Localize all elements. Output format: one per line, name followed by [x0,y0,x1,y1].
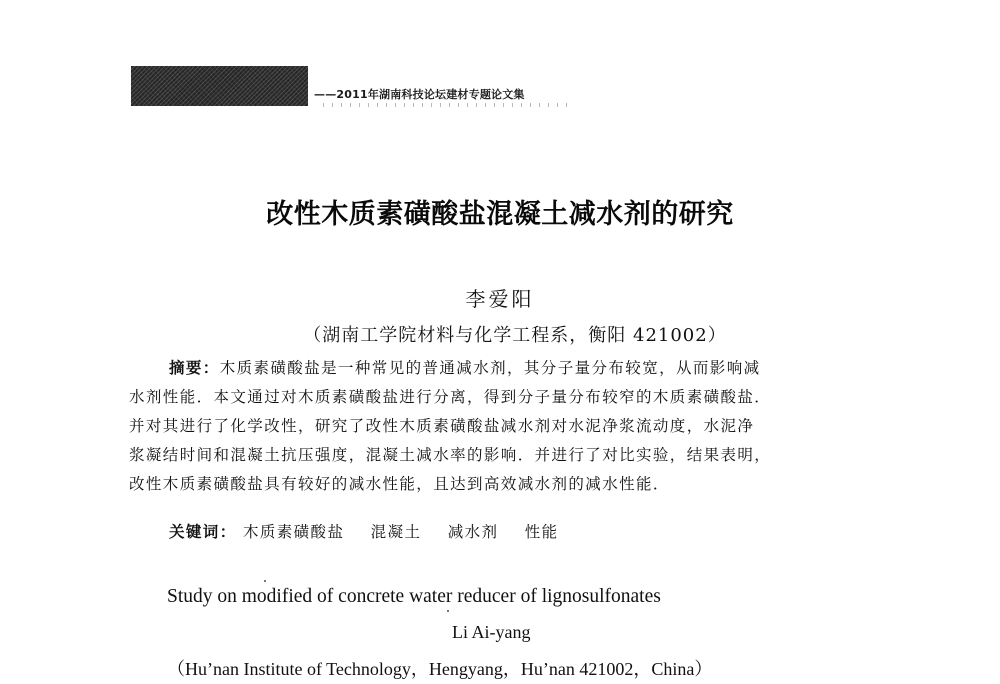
header-dotted-rule [323,103,573,107]
scan-speck [264,580,266,582]
abstract-label: 摘要： [169,359,220,377]
scan-speck [447,610,449,612]
paper-title: 改性木质素磺酸盐混凝土减水剂的研究 [266,199,734,230]
proceedings-series-header: ——2011年湖南科技论坛建材专题论文集 [314,88,525,101]
abstract-section [129,354,869,499]
english-author: Li Ai-yang [452,622,531,642]
author-name: 李爱阳 [465,287,535,311]
keyword-item: 木质素磺酸盐 [242,523,345,541]
abstract-line-3: 并对其进行了化学改性，研究了改性木质素磺酸盐减水剂对水泥净浆流动度，水泥净 [129,417,755,435]
keyword-item: 混凝土 [370,523,422,541]
keyword-item: 减水剂 [447,523,499,541]
english-affiliation: （Hu’nan Institute of Technology，Hengyang，Hu’nan 421002，China） [167,659,713,679]
abstract-line-4: 浆凝结时间和混凝土抗压强度，混凝土减水率的影响．并进行了对比实验，结果表明， [129,446,772,464]
abstract-line-5: 改性木质素磺酸盐具有较好的减水性能，且达到高效减水剂的减水性能． [129,475,670,493]
abstract-line-1 [129,354,869,383]
abstract-text: 木质素磺酸盐是一种常见的普通减水剂，其分子量分布较宽，从而影响减 [219,359,761,377]
keywords-label: 关键词： [169,523,237,541]
keyword-item: 性能 [524,523,559,541]
english-title: Study on modified of concrete water reducer of lignosulfonates [167,586,661,607]
keywords-section [169,520,579,542]
header-decoration-block [131,66,308,106]
abstract-line-2: 水剂性能．本文通过对木质素磺酸盐进行分离，得到分子量分布较窄的木质素磺酸盐． [129,388,772,406]
author-affiliation: （湖南工学院材料与化学工程系，衡阳 421002） [303,325,727,346]
